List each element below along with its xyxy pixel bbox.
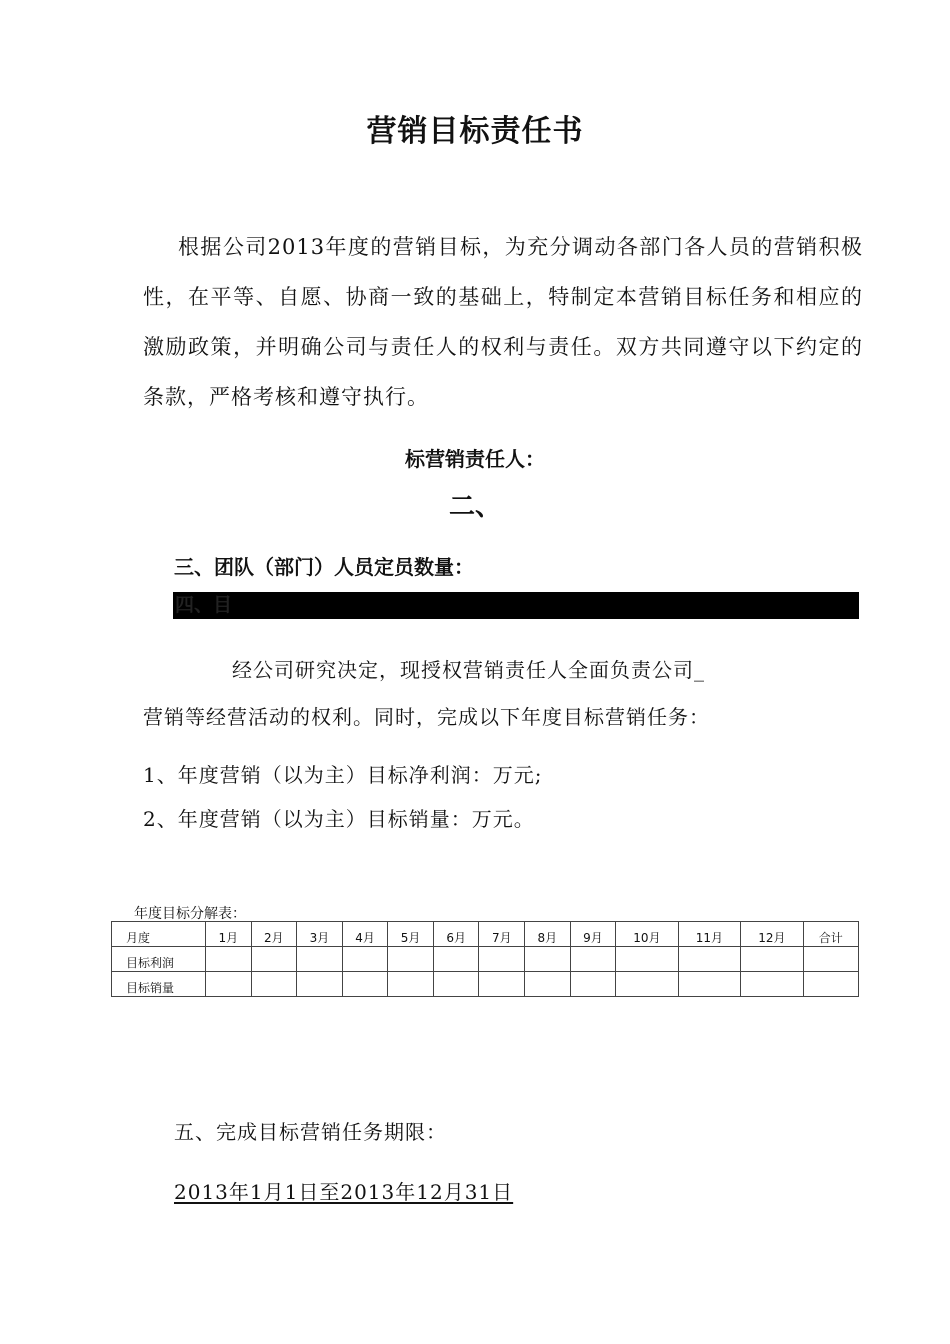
table-cell xyxy=(342,972,388,997)
table-cell xyxy=(803,947,858,972)
header-cell: 9月 xyxy=(570,922,616,947)
authorization-line-2: 营销等经营活动的权利。同时，完成以下年度目标营销任务： xyxy=(143,705,710,729)
table-cell xyxy=(525,972,571,997)
header-cell: 1月 xyxy=(206,922,252,947)
table-cell xyxy=(741,972,803,997)
table-cell xyxy=(678,947,740,972)
header-cell: 12月 xyxy=(741,922,803,947)
table-cell xyxy=(803,972,858,997)
task-net-profit: 1、年度营销（以为主）目标净利润：万元; xyxy=(143,763,543,787)
table-cell xyxy=(678,972,740,997)
table-cell xyxy=(251,947,297,972)
table-row xyxy=(112,972,859,997)
table-cell xyxy=(297,947,343,972)
table-cell xyxy=(388,972,434,997)
section-5-heading: 五、完成目标营销任务期限： xyxy=(174,1120,447,1144)
table-cell xyxy=(741,947,803,972)
header-cell: 合计 xyxy=(803,922,858,947)
table-cell xyxy=(525,947,571,972)
table-cell xyxy=(616,947,678,972)
row-label: 目标销量 xyxy=(112,972,206,997)
header-cell: 4月 xyxy=(342,922,388,947)
row-label: 目标利润 xyxy=(112,947,206,972)
heading-section-2: 二、 xyxy=(448,492,501,522)
authorization-line-1: 经公司研究决定，现授权营销责任人全面负责公司_ xyxy=(232,658,705,682)
task-period: 2013年1月1日至2013年12月31日 xyxy=(174,1180,514,1204)
header-cell: 6月 xyxy=(433,922,479,947)
table-cell xyxy=(479,972,525,997)
table-cell xyxy=(251,972,297,997)
table-caption: 年度目标分解表： xyxy=(134,906,246,922)
table-cell xyxy=(206,947,252,972)
header-cell: 3月 xyxy=(297,922,343,947)
table-cell xyxy=(570,947,616,972)
table-cell xyxy=(570,972,616,997)
redacted-heading-bar: 四、目 xyxy=(173,592,859,619)
heading-team-headcount: 三、团队（部门）人员定员数量： xyxy=(174,555,474,579)
table-header-row xyxy=(112,922,859,947)
table-row xyxy=(112,947,859,972)
table-cell xyxy=(433,947,479,972)
header-cell: 5月 xyxy=(388,922,434,947)
table-cell xyxy=(342,947,388,972)
intro-paragraph: 根据公司2013年度的营销目标，为充分调动各部门各人员的营销积极性，在平等、自愿、协商一致的基础上，特制定本营销目标任务和相应的激励政策，并明确公司与责任人的权利与责任。双方共同遵守以下约定的条款，严格考核和遵守执行。 xyxy=(143,235,863,409)
header-cell: 8月 xyxy=(525,922,571,947)
header-cell: 月度 xyxy=(112,922,206,947)
table-cell xyxy=(388,947,434,972)
document-title: 营销目标责任书 xyxy=(366,114,584,149)
table-cell xyxy=(479,947,525,972)
heading-responsible-person: 标营销责任人： xyxy=(405,447,545,471)
header-cell: 2月 xyxy=(251,922,297,947)
table-cell xyxy=(297,972,343,997)
table-cell xyxy=(206,972,252,997)
table-cell xyxy=(616,972,678,997)
table-cell xyxy=(433,972,479,997)
header-cell: 11月 xyxy=(678,922,740,947)
header-cell: 7月 xyxy=(479,922,525,947)
task-sales-volume: 2、年度营销（以为主）目标销量：万元。 xyxy=(143,807,535,831)
header-cell: 10月 xyxy=(616,922,678,947)
annual-target-table xyxy=(111,921,859,997)
